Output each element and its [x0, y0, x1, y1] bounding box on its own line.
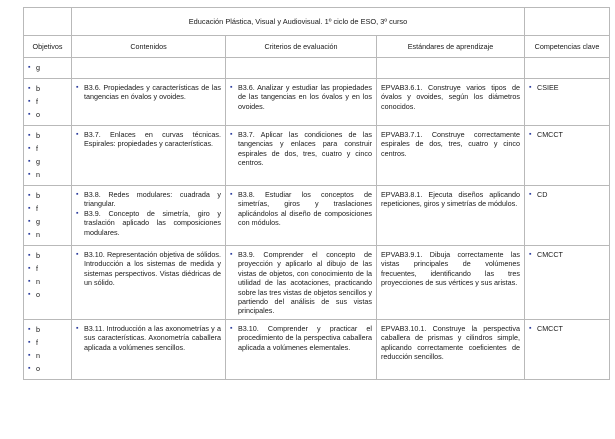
- competencias-cell: [525, 246, 610, 320]
- criterios-cell: [226, 319, 377, 379]
- objetivo-item: ▪ f: [28, 337, 67, 350]
- estandares-cell: EPVAB3.7.1. Construye correctamente espirales de dos, tres, cuatro y cinco centros.: [377, 126, 525, 186]
- objetivo-item: ▪ o: [28, 289, 67, 302]
- criterio-item: ▪ B3.9. Comprender el concepto de proyección y aplicarlo al dibujo de las vistas de objetos, con conocimiento de la utilidad de las acotaciones, practicando sobre las tres vistas de objetos sencillos y partiendo del análisis de sus vistas principales.: [230, 250, 372, 316]
- objetivos-cell: [24, 319, 72, 379]
- table-row: [24, 58, 610, 79]
- objetivo-item: ▪ n: [28, 350, 67, 363]
- estandares-cell: EPVAB3.9.1. Dibuja correctamente las vistas principales de volúmenes frecuentes, identificando las tres proyecciones de sus vértices y sus aristas.: [377, 246, 525, 320]
- header-empty-cell: [24, 8, 72, 36]
- criterios-cell: [226, 79, 377, 126]
- criterio-item: ▪ B3.6. Analizar y estudiar las propiedades de las tangencias en los óvalos y en los ovoides.: [230, 83, 372, 111]
- header-empty-cell: [525, 8, 610, 36]
- objetivo-item: ▪ b: [28, 83, 67, 96]
- col-header-estandares: Estándares de aprendizaje: [377, 36, 525, 58]
- table-row: [24, 246, 610, 320]
- col-header-objetivos: Objetivos: [24, 36, 72, 58]
- objetivos-cell: [24, 79, 72, 126]
- estandares-cell: EPVAB3.6.1. Construye varios tipos de óvalos y ovoides, según los diámetros conocidos.: [377, 79, 525, 126]
- contenido-item: ▪ B3.10. Representación objetiva de sólidos. Introducción a los sistemas de medida y sistemas perspectivos. Vistas diédricas de un sólido.: [76, 250, 221, 288]
- table-title: Educación Plástica, Visual y Audiovisual. 1º ciclo de ESO, 3º curso: [72, 8, 525, 36]
- contenido-item: ▪ B3.7. Enlaces en curvas técnicas. Espirales: propiedades y características.: [76, 130, 221, 149]
- objetivo-item: ▪ b: [28, 190, 67, 203]
- objetivo-item: ▪ g: [28, 216, 67, 229]
- criterios-cell: [226, 246, 377, 320]
- contenidos-cell: [72, 79, 226, 126]
- competencia-item: ▪ CMCCT: [529, 324, 605, 333]
- table-row: [24, 126, 610, 186]
- competencias-cell: [525, 79, 610, 126]
- objetivos-cell: [24, 186, 72, 246]
- contenidos-cell: [72, 319, 226, 379]
- objetivo-item: ▪ g: [28, 156, 67, 169]
- estandares-cell: [377, 58, 525, 79]
- contenidos-cell: [72, 126, 226, 186]
- criterios-cell: [226, 126, 377, 186]
- col-header-competencias: Competencias clave: [525, 36, 610, 58]
- curriculum-table: [23, 7, 610, 380]
- competencias-cell: [525, 126, 610, 186]
- objetivo-item: ▪ n: [28, 169, 67, 182]
- objetivo-item: ▪ f: [28, 203, 67, 216]
- objetivos-cell: [24, 126, 72, 186]
- contenido-item: ▪ B3.9. Concepto de simetría, giro y traslación aplicado las composiciones modulares.: [76, 209, 221, 237]
- objetivo-item: ▪ f: [28, 96, 67, 109]
- contenidos-cell: [72, 58, 226, 79]
- objetivo-item: ▪ b: [28, 324, 67, 337]
- col-header-contenidos: Contenidos: [72, 36, 226, 58]
- col-header-criterios: Criterios de evaluación: [226, 36, 377, 58]
- estandares-cell: EPVAB3.8.1. Ejecuta diseños aplicando repeticiones, giros y simetrías de módulos.: [377, 186, 525, 246]
- objetivo-item: ▪ f: [28, 263, 67, 276]
- competencia-item: ▪ CMCCT: [529, 250, 605, 259]
- criterios-cell: [226, 186, 377, 246]
- objetivo-item: ▪ b: [28, 130, 67, 143]
- contenidos-cell: [72, 246, 226, 320]
- criterio-item: ▪ B3.7. Aplicar las condiciones de las tangencias y enlaces para construir espirales de dos, tres, cuatro y cinco centros.: [230, 130, 372, 168]
- table-row: [24, 79, 610, 126]
- criterio-item: ▪ B3.10. Comprender y practicar el procedimiento de la perspectiva caballera aplicada a volúmenes elementales.: [230, 324, 372, 352]
- objetivo-item: ▪ n: [28, 229, 67, 242]
- contenidos-cell: [72, 186, 226, 246]
- objetivo-item: ▪ b: [28, 250, 67, 263]
- objetivo-item: ▪ o: [28, 363, 67, 376]
- objetivos-cell: [24, 58, 72, 79]
- table-row: [24, 319, 610, 379]
- contenido-item: ▪ B3.11. Introducción a las axonometrías y a sus características. Axonometría caballera aplicada a volúmenes sencillos.: [76, 324, 221, 352]
- competencias-cell: [525, 58, 610, 79]
- competencias-cell: [525, 319, 610, 379]
- criterios-cell: [226, 58, 377, 79]
- objetivo-item: ▪ f: [28, 143, 67, 156]
- objetivo-item: ▪ n: [28, 276, 67, 289]
- competencia-item: ▪ CD: [529, 190, 605, 199]
- table-row: [24, 186, 610, 246]
- estandares-cell: EPVAB3.10.1. Construye la perspectiva caballera de prismas y cilindros simple, aplicando correctamente coeficientes de reducción sencillos.: [377, 319, 525, 379]
- criterio-item: ▪ B3.8. Estudiar los conceptos de simetrías, giros y traslaciones aplicándolos al diseño de composiciones con módulos.: [230, 190, 372, 228]
- contenido-item: ▪ B3.6. Propiedades y características de las tangencias en óvalos y ovoides.: [76, 83, 221, 102]
- objetivo-item: ▪ g: [28, 62, 67, 75]
- objetivos-cell: [24, 246, 72, 320]
- objetivo-item: ▪ o: [28, 109, 67, 122]
- competencia-item: ▪ CSIEE: [529, 83, 605, 92]
- contenido-item: ▪ B3.8. Redes modulares: cuadrada y triangular.: [76, 190, 221, 209]
- competencia-item: ▪ CMCCT: [529, 130, 605, 139]
- competencias-cell: [525, 186, 610, 246]
